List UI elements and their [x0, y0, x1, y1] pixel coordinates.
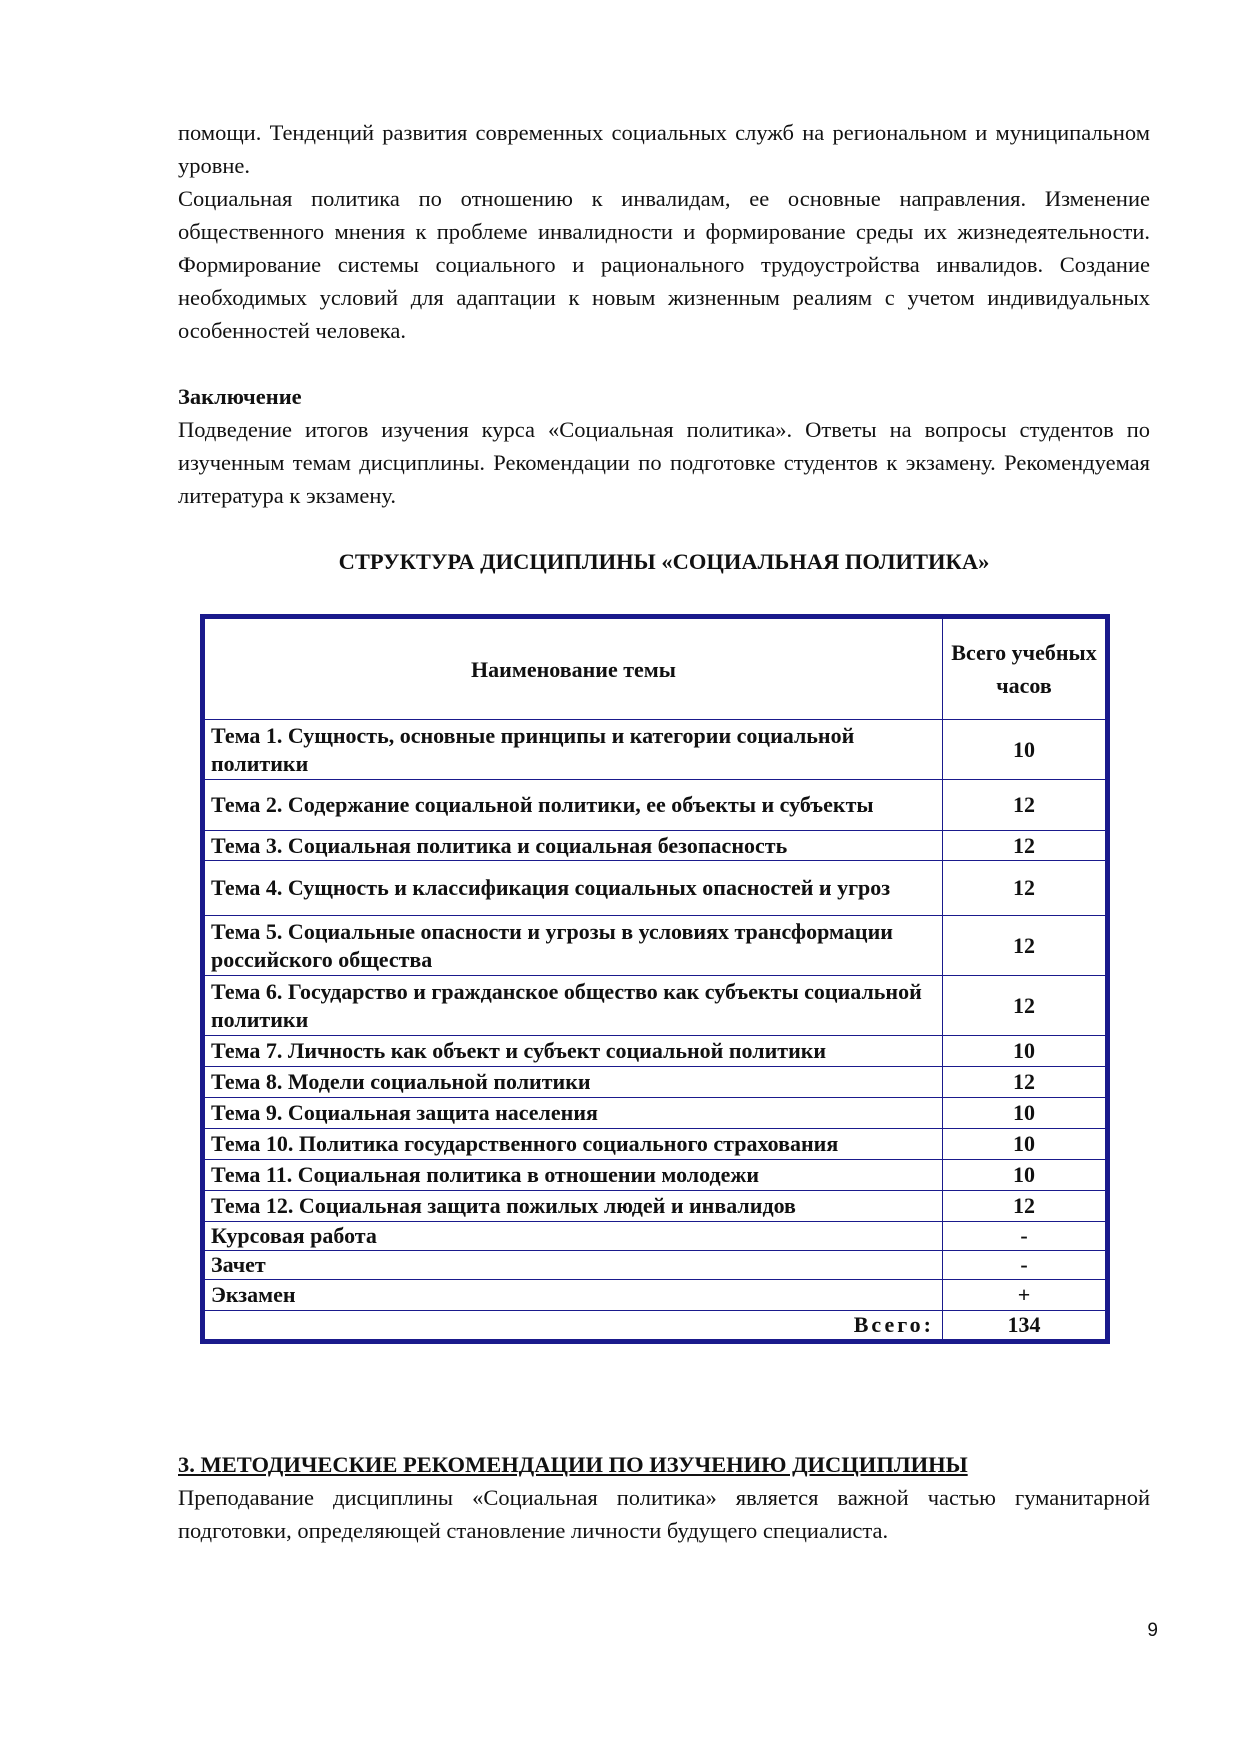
table-row	[203, 1036, 1108, 1067]
topic-cell: Тема 6. Государство и гражданское общество как субъекты социальной политики	[203, 976, 943, 1036]
table-row	[203, 720, 1108, 780]
table-row	[203, 1067, 1108, 1098]
hours-cell: 12	[943, 1067, 1108, 1098]
hours-cell: 10	[943, 1160, 1108, 1191]
methodic-text: Преподавание дисциплины «Социальная политика» является важной частью гуманитарной подготовки, определяющей становление личности будущего специалиста.	[178, 1485, 1150, 1543]
table-row	[203, 1160, 1108, 1191]
topic-cell: Тема 1. Сущность, основные принципы и категории социальной политики	[203, 720, 943, 780]
topic-cell: Тема 3. Социальная политика и социальная безопасность	[203, 831, 943, 861]
methodic-section	[178, 1481, 1150, 1547]
hours-cell: 10	[943, 1129, 1108, 1160]
topic-cell: Тема 10. Политика государственного социального страхования	[203, 1129, 943, 1160]
topic-cell: Тема 2. Содержание социальной политики, ее объекты и субъекты	[203, 780, 943, 831]
table-row	[203, 1280, 1108, 1311]
conclusion-heading: Заключение	[178, 384, 302, 409]
table-row	[203, 831, 1108, 861]
topic-cell: Тема 11. Социальная политика в отношении молодежи	[203, 1160, 943, 1191]
hours-cell: 12	[943, 831, 1108, 861]
topic-cell: Тема 12. Социальная защита пожилых людей и инвалидов	[203, 1191, 943, 1222]
conclusion-text: Подведение итогов изучения курса «Социальная политика». Ответы на вопросы студентов по изученным темам дисциплины. Рекомендации по подготовке студентов к экзамену. Рекомендуемая литература к экзамену.	[178, 417, 1150, 508]
structure-title: СТРУКТУРА ДИСЦИПЛИНЫ «СОЦИАЛЬНАЯ ПОЛИТИКА»	[338, 549, 990, 574]
methodic-heading: 3. МЕТОДИЧЕСКИЕ РЕКОМЕНДАЦИИ ПО ИЗУЧЕНИЮ ДИСЦИПЛИНЫ	[178, 1452, 968, 1477]
structure-table	[200, 614, 1110, 1344]
hours-cell: -	[943, 1251, 1108, 1280]
intro-paragraph-1: помощи. Тенденций развития современных социальных служб на региональном и муниципальном уровне.	[178, 120, 1150, 178]
table-row	[203, 780, 1108, 831]
hours-cell: 10	[943, 1098, 1108, 1129]
intro-section	[178, 116, 1150, 347]
hours-cell: 12	[943, 861, 1108, 916]
topic-cell: Тема 7. Личность как объект и субъект социальной политики	[203, 1036, 943, 1067]
table-row	[203, 1251, 1108, 1280]
topic-cell: Тема 9. Социальная защита населения	[203, 1098, 943, 1129]
hours-cell: -	[943, 1222, 1108, 1251]
hours-cell: 12	[943, 780, 1108, 831]
topic-cell: Тема 5. Социальные опасности и угрозы в условиях трансформации российского общества	[203, 916, 943, 976]
header-hours: Всего учебных часов	[943, 617, 1108, 720]
table-row	[203, 1129, 1108, 1160]
intro-paragraph-2: Социальная политика по отношению к инвалидам, ее основные направления. Изменение общественного мнения к проблеме инвалидности и формирование среды их жизнедеятельности. Формирование системы социального и рационального трудоустройства инвалидов. Создание необходимых условий для адаптации к новым жизненным реалиям с учетом индивидуальных особенностей человека.	[178, 186, 1150, 343]
table-body	[203, 720, 1108, 1342]
table-row	[203, 916, 1108, 976]
topic-cell: Зачет	[203, 1251, 943, 1280]
total-hours: 134	[943, 1311, 1108, 1342]
hours-cell: 10	[943, 1036, 1108, 1067]
total-label: Всего:	[203, 1311, 943, 1342]
topic-cell: Тема 8. Модели социальной политики	[203, 1067, 943, 1098]
hours-cell: 12	[943, 1191, 1108, 1222]
table-row	[203, 861, 1108, 916]
header-topic: Наименование темы	[203, 617, 943, 720]
topic-cell: Курсовая работа	[203, 1222, 943, 1251]
table-row	[203, 1222, 1108, 1251]
table-header-row	[203, 617, 1108, 720]
topic-cell: Экзамен	[203, 1280, 943, 1311]
hours-cell: 12	[943, 916, 1108, 976]
table-row	[203, 1098, 1108, 1129]
page-number: 9	[1147, 1620, 1158, 1641]
topic-cell: Тема 4. Сущность и классификация социальных опасностей и угроз	[203, 861, 943, 916]
table-row	[203, 1191, 1108, 1222]
hours-cell: 12	[943, 976, 1108, 1036]
table-row	[203, 976, 1108, 1036]
hours-cell: 10	[943, 720, 1108, 780]
conclusion-section	[178, 380, 1150, 512]
total-row	[203, 1311, 1108, 1342]
hours-cell: +	[943, 1280, 1108, 1311]
